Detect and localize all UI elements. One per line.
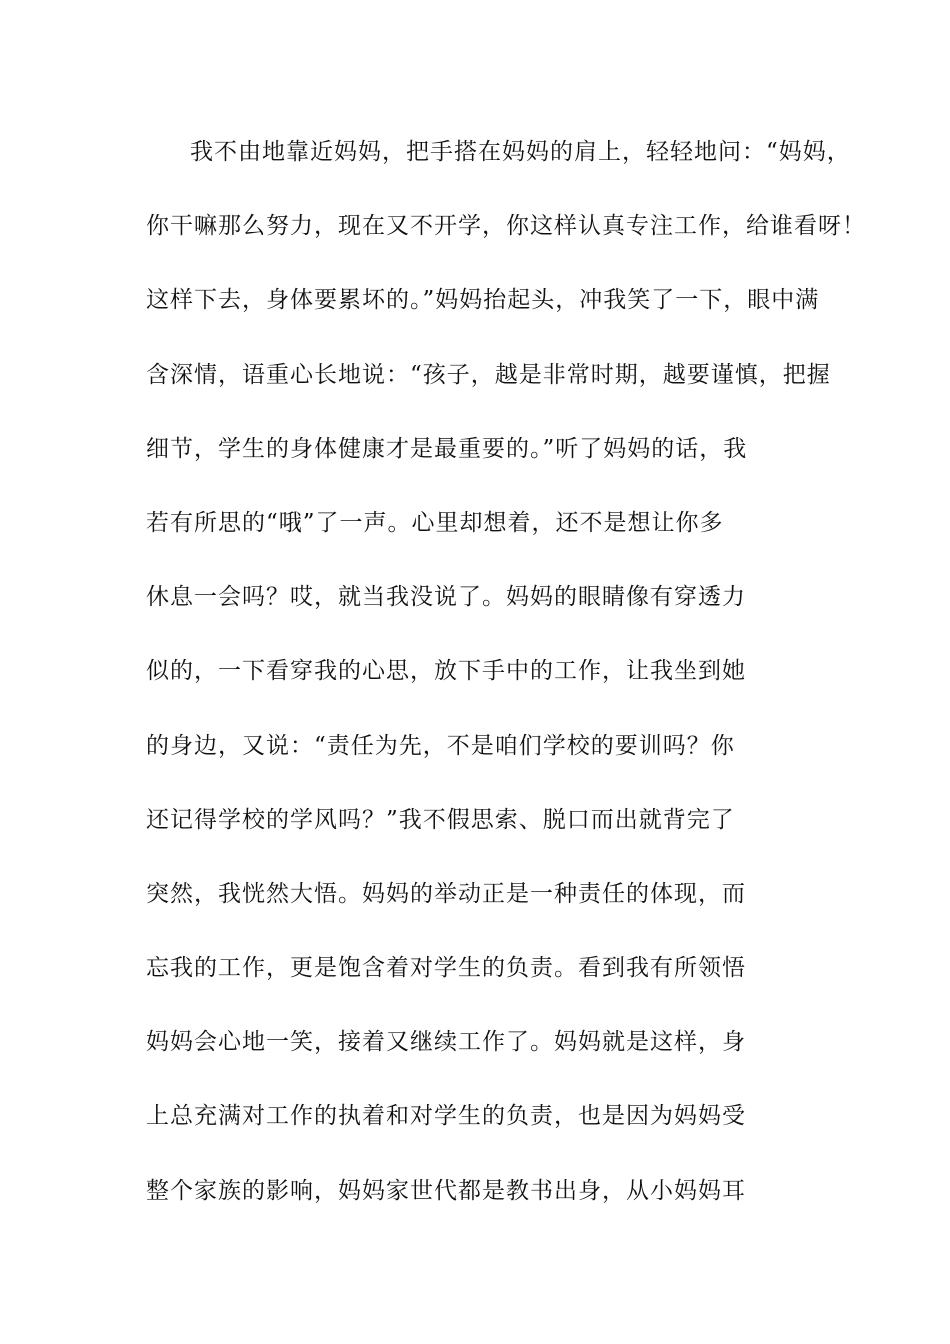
text-line: 整个家族的影响，妈妈家世代都是教书出身，从小妈妈耳: [146, 1177, 746, 1204]
text-line: 忘我的工作，更是饱含着对学生的负责。看到我有所领悟: [146, 955, 746, 982]
text-line: 若有所思的“哦”了一声。心里却想着，还不是想让你多: [146, 509, 724, 536]
text-line: 还记得学校的学风吗？”我不假思索、脱口而出就背完了: [146, 806, 735, 833]
text-line: 上总充满对工作的执着和对学生的负责，也是因为妈妈受: [146, 1103, 746, 1130]
text-line: 的身边，又说：“责任为先，不是咱们学校的要训吗？你: [146, 732, 735, 759]
text-line: 休息一会吗？哎，就当我没说了。妈妈的眼睛像有穿透力: [146, 584, 746, 611]
text-line: 细节，学生的身体健康才是最重要的。”听了妈妈的话，我: [146, 435, 748, 462]
text-line: 这样下去，身体要累坏的。”妈妈抬起头，冲我笑了一下，眼中满: [146, 287, 820, 314]
text-line: 突然，我恍然大悟。妈妈的举动正是一种责任的体现，而: [146, 880, 746, 907]
text-line: 似的，一下看穿我的心思，放下手中的工作，让我坐到她: [146, 658, 746, 685]
text-line: 你干嘛那么努力，现在又不开学，你这样认真专注工作，给谁看呀！: [146, 213, 866, 240]
text-line: 妈妈会心地一笑，接着又继续工作了。妈妈就是这样，身: [146, 1029, 746, 1056]
body-text: [146, 130, 866, 1243]
text-line: 含深情，语重心长地说：“孩子，越是非常时期，越要谨慎，把握: [146, 361, 831, 388]
text-line: 我不由地靠近妈妈，把手搭在妈妈的肩上，轻轻地问：“妈妈，: [190, 139, 851, 165]
